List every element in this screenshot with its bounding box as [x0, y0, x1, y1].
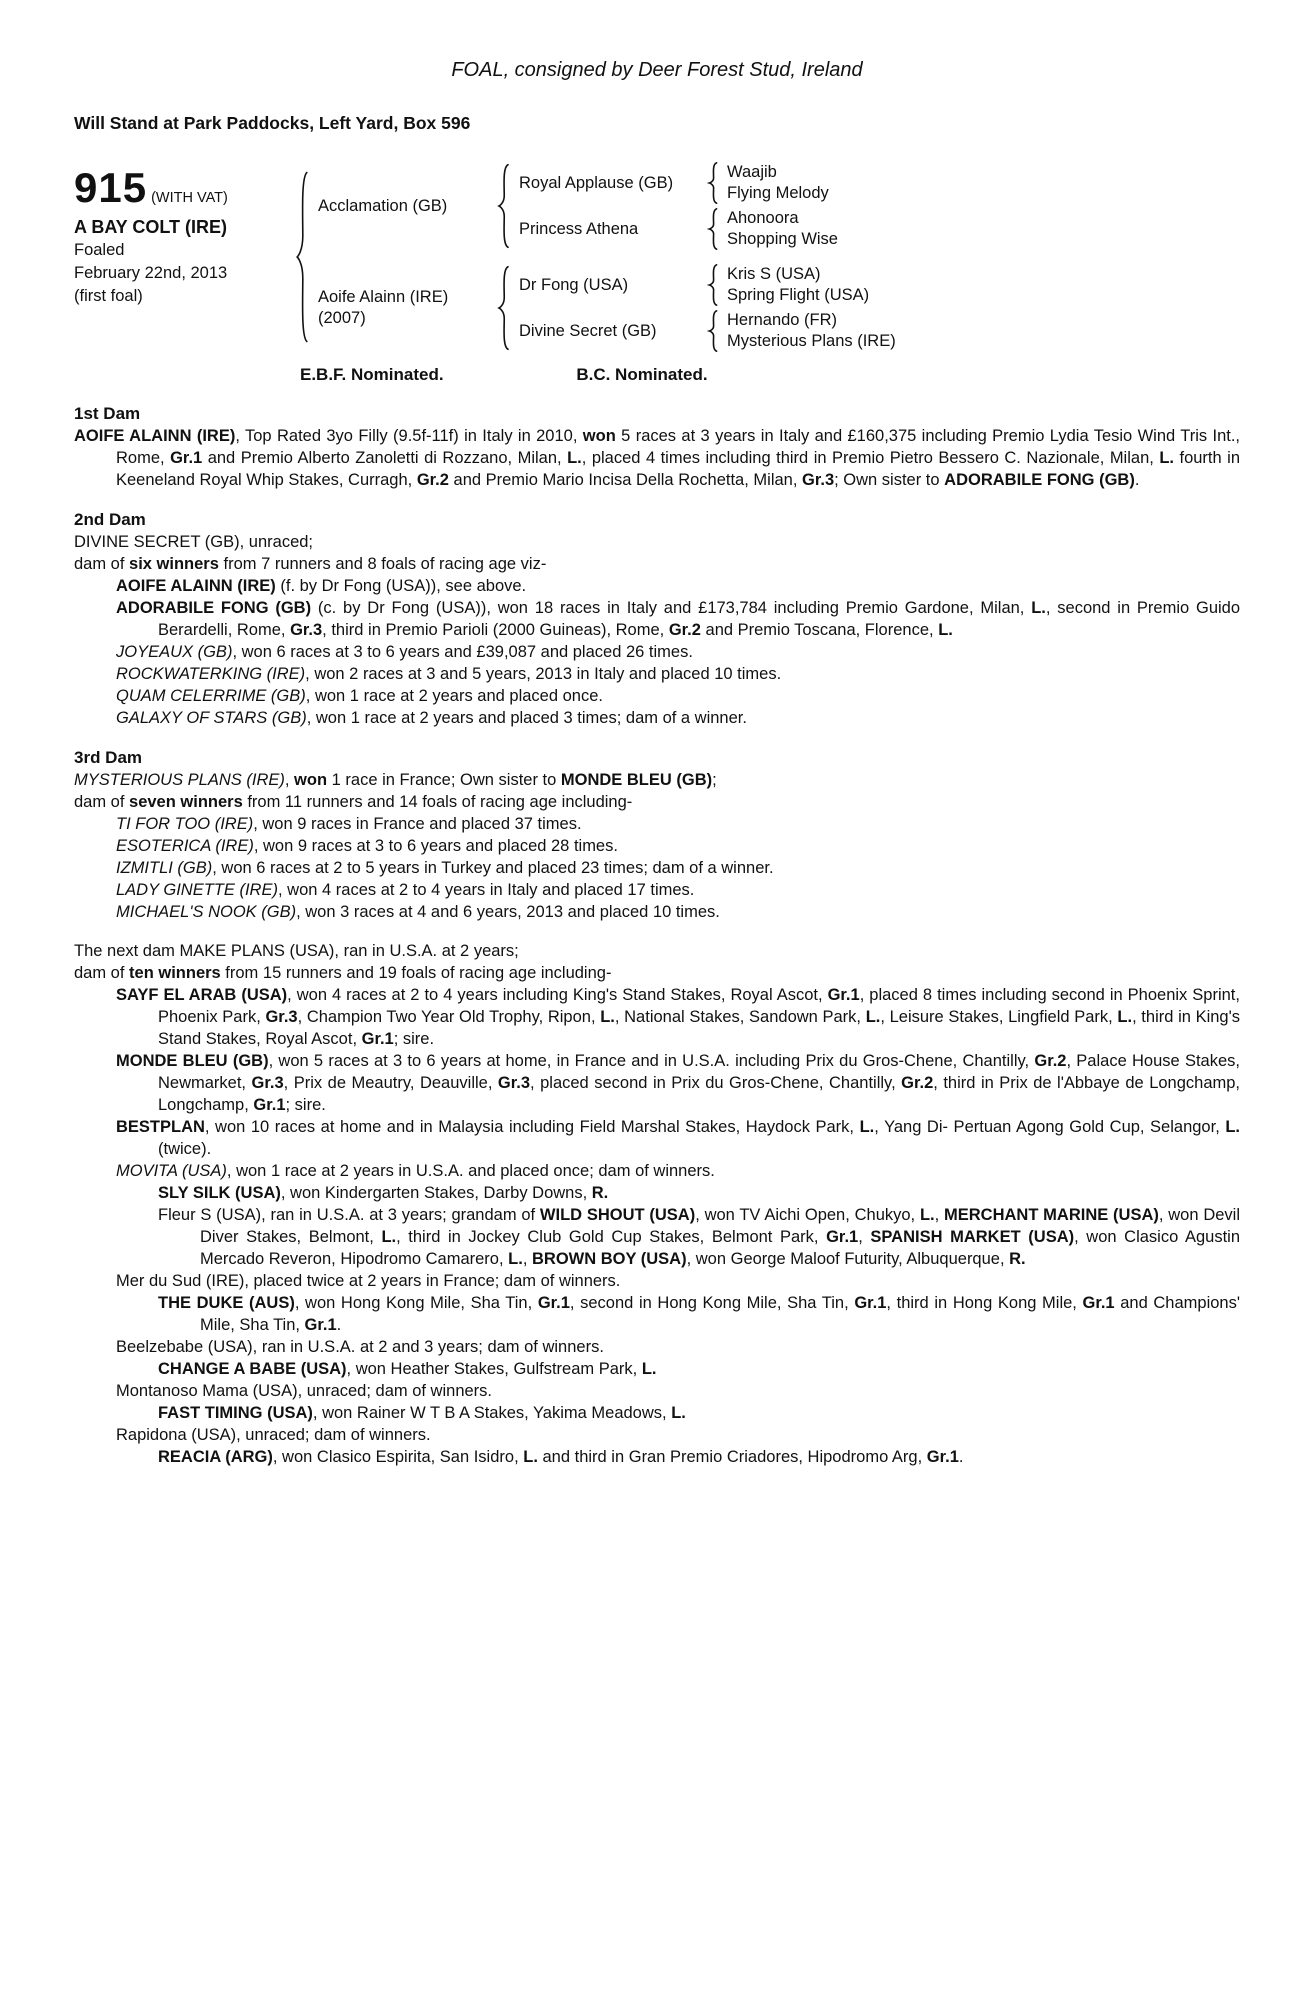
great-grandparents	[727, 162, 829, 204]
pedigree-tree	[292, 162, 896, 352]
pedigree-paragraph: MICHAEL'S NOOK (GB), won 3 races at 4 and 6 years, 2013 and placed 10 times.	[116, 903, 720, 921]
pedigree-paragraph: IZMITLI (GB), won 6 races at 2 to 5 years in Turkey and placed 23 times; dam of a winner.	[116, 859, 774, 877]
granddam-unit	[519, 310, 896, 352]
pedigree-paragraph: SAYF EL ARAB (USA), won 4 races at 2 to 4 years including King's Stand Stakes, Royal Ascot, Gr.1, placed 8 times including second in Phoenix Sprint, Phoenix Park, Gr.3, Champion Two Year Old Trophy, Ripon, L., National Stakes, Sandown Park, L., Leisure Stakes, Lingfield Park, L., third in King's Stand Stakes, Royal Ascot, Gr.1; sire.	[116, 986, 1245, 1048]
dam-section	[74, 402, 1245, 491]
pedigree-paragraph: MOVITA (USA), won 1 race at 2 years in U.S.A. and placed once; dam of winners.	[116, 1162, 715, 1180]
lot-number-row	[74, 164, 292, 211]
ggp-name: Hernando (FR)	[727, 311, 838, 329]
brace-icon	[496, 163, 511, 249]
great-grandparents	[727, 208, 838, 250]
dam-section-heading: 3rd Dam	[74, 748, 143, 767]
pedigree-paragraph: Montanoso Mama (USA), unraced; dam of winners.	[116, 1382, 492, 1400]
stand-location-line: Will Stand at Park Paddocks, Left Yard, Box 596	[74, 113, 471, 133]
nomination-line	[74, 364, 1240, 386]
pedigree-paragraph: dam of seven winners from 11 runners and 14 foals of racing age including-	[74, 793, 633, 811]
dam-section	[74, 746, 1240, 923]
ggp-name: Mysterious Plans (IRE)	[727, 332, 896, 350]
dam-name	[318, 287, 494, 329]
grandsire-unit	[519, 264, 896, 306]
pedigree-paragraph: AOIFE ALAINN (IRE) (f. by Dr Fong (USA)), see above.	[116, 577, 527, 595]
pedigree-paragraph: MONDE BLEU (GB), won 5 races at 3 to 6 years at home, in France and in U.S.A. including Prix du Gros-Chene, Chantilly, Gr.2, Palace House Stakes, Newmarket, Gr.3, Prix de Meautry, Deauville, Gr.3, placed second in Prix du Gros-Chene, Chantilly, Gr.2, third in Prix de l'Abbaye de Longchamp, Longchamp, Gr.1; sire.	[116, 1052, 1245, 1114]
pedigree-paragraph: THE DUKE (AUS), won Hong Kong Mile, Sha Tin, Gr.1, second in Hong Kong Mile, Sha Tin, Gr.1, third in Hong Kong Mile, Gr.1 and Champions' Mile, Sha Tin, Gr.1.	[158, 1294, 1245, 1334]
ggp-name: Flying Melody	[727, 184, 829, 202]
dam-unit	[318, 264, 896, 352]
pedigree-paragraph: GALAXY OF STARS (GB), won 1 race at 2 years and placed 3 times; dam of a winner.	[116, 709, 747, 727]
granddam-name: Princess Athena	[519, 219, 639, 238]
sire-unit	[318, 162, 896, 250]
dam-section-heading: 2nd Dam	[74, 510, 146, 529]
foaled-date: February 22nd, 2013	[74, 264, 228, 282]
sire-name: Acclamation (GB)	[318, 196, 448, 215]
pedigree-paragraph: QUAM CELERRIME (GB), won 1 race at 2 years and placed once.	[116, 687, 603, 705]
pedigree-paragraph: SLY SILK (USA), won Kindergarten Stakes, Darby Downs, R.	[158, 1184, 609, 1202]
brace-icon	[707, 310, 719, 352]
parents-column	[318, 162, 896, 352]
dam-section-heading: 1st Dam	[74, 404, 141, 423]
brace-icon	[707, 208, 719, 250]
consignor-line: FOAL, consigned by Deer Forest Stud, Ireland	[451, 59, 863, 81]
ggp-name: Ahonoora	[727, 209, 799, 227]
pedigree-paragraph: ESOTERICA (IRE), won 9 races at 3 to 6 years and placed 28 times.	[116, 837, 618, 855]
brace-icon	[707, 264, 719, 306]
ggp-name: Waajib	[727, 163, 777, 181]
brace-icon	[707, 162, 719, 204]
pedigree-paragraph: Beelzebabe (USA), ran in U.S.A. at 2 and 3 years; dam of winners.	[116, 1338, 604, 1356]
pedigree-paragraph: Rapidona (USA), unraced; dam of winners.	[116, 1426, 431, 1444]
great-grandparents	[727, 310, 896, 352]
grandsire-unit	[519, 162, 838, 204]
brace-icon	[294, 169, 310, 345]
ggp-name: Kris S (USA)	[727, 265, 821, 283]
grandsire-name: Dr Fong (USA)	[519, 275, 629, 294]
great-grandparents	[727, 264, 869, 306]
bc-nominated: B.C. Nominated.	[576, 365, 708, 384]
pedigree-paragraph: LADY GINETTE (IRE), won 4 races at 2 to 4 years in Italy and placed 17 times.	[116, 881, 695, 899]
pedigree-table	[74, 162, 1240, 352]
pedigree-paragraph: JOYEAUX (GB), won 6 races at 3 to 6 years and £39,087 and placed 26 times.	[116, 643, 693, 661]
grandsire-name: Royal Applause (GB)	[519, 173, 674, 192]
dam-section	[74, 940, 1245, 1468]
pedigree-paragraph: Fleur S (USA), ran in U.S.A. at 3 years; grandam of WILD SHOUT (USA), won TV Aichi Open, Chukyo, L., MERCHANT MARINE (USA), won Devil Diver Stakes, Belmont, L., third in Jockey Club Gold Cup Stakes, Belmont Park, Gr.1, SPANISH MARKET (USA), won Clasico Agustin Mercado Reveron, Hipodromo Camarero, L., BROWN BOY (USA), won George Maloof Futurity, Albuquerque, R.	[158, 1206, 1245, 1268]
ggp-name: Shopping Wise	[727, 230, 838, 248]
granddam-unit	[519, 208, 838, 250]
lot-block	[74, 162, 292, 308]
sire-grandparents	[519, 162, 838, 250]
pedigree-paragraph: The next dam MAKE PLANS (USA), ran in U.S.A. at 2 years;	[74, 942, 519, 960]
pedigree-paragraph: CHANGE A BABE (USA), won Heather Stakes, Gulfstream Park, L.	[158, 1360, 657, 1378]
pedigree-paragraph: BESTPLAN, won 10 races at home and in Malaysia including Field Marshal Stakes, Haydock Park, L., Yang Di- Pertuan Agong Gold Cup, Selangor, L. (twice).	[116, 1118, 1245, 1158]
pedigree-paragraph: DIVINE SECRET (GB), unraced;	[74, 533, 314, 551]
pedigree-paragraph: AOIFE ALAINN (IRE), Top Rated 3yo Filly (9.5f-11f) in Italy in 2010, won 5 races at 3 years in Italy and £160,375 including Premio Lydia Tesio Wind Tris Int., Rome, Gr.1 and Premio Alberto Zanoletti di Rozzano, Milan, L., placed 4 times including third in Premio Pietro Bessero C. Nazionale, Milan, L. fourth in Keeneland Royal Whip Stakes, Curragh, Gr.2 and Premio Mario Incisa Della Rochetta, Milan, Gr.3; Own sister to ADORABILE FONG (GB).	[74, 427, 1245, 489]
foaled-label: Foaled	[74, 241, 125, 259]
pedigree-paragraph: MYSTERIOUS PLANS (IRE), won 1 race in France; Own sister to MONDE BLEU (GB);	[74, 771, 717, 789]
brace-icon	[496, 265, 511, 351]
ggp-name: Spring Flight (USA)	[727, 286, 870, 304]
vat-note: (WITH VAT)	[151, 190, 228, 206]
pedigree-paragraph: TI FOR TOO (IRE), won 9 races in France and placed 37 times.	[116, 815, 582, 833]
pedigree-paragraph: REACIA (ARG), won Clasico Espirita, San Isidro, L. and third in Gran Premio Criadores, Hipodromo Arg, Gr.1.	[158, 1448, 964, 1466]
dam-grandparents	[519, 264, 896, 352]
lot-number: 915	[74, 164, 148, 211]
horse-description: A BAY COLT (IRE)	[74, 217, 228, 237]
dam-sections	[74, 402, 1245, 1468]
pedigree-paragraph: ADORABILE FONG (GB) (c. by Dr Fong (USA)), won 18 races in Italy and £173,784 including Premio Gardone, Milan, L., second in Premio Guido Berardelli, Rome, Gr.3, third in Premio Parioli (2000 Guineas), Rome, Gr.2 and Premio Toscana, Florence, L.	[116, 599, 1245, 639]
pedigree-paragraph: dam of six winners from 7 runners and 8 foals of racing age viz-	[74, 555, 547, 573]
first-foal-note: (first foal)	[74, 287, 143, 305]
pedigree-paragraph: ROCKWATERKING (IRE), won 2 races at 3 and 5 years, 2013 in Italy and placed 10 times.	[116, 665, 782, 683]
dam-section	[74, 508, 1245, 729]
pedigree-paragraph: dam of ten winners from 15 runners and 19 foals of racing age including-	[74, 964, 612, 982]
dam-name-line: Aoife Alainn (IRE)	[318, 288, 449, 306]
dam-year: (2007)	[318, 309, 366, 327]
granddam-name: Divine Secret (GB)	[519, 321, 657, 340]
pedigree-paragraph: FAST TIMING (USA), won Rainer W T B A Stakes, Yakima Meadows, L.	[158, 1404, 686, 1422]
pedigree-paragraph: Mer du Sud (IRE), placed twice at 2 years in France; dam of winners.	[116, 1272, 621, 1290]
ebf-nominated: E.B.F. Nominated.	[300, 365, 444, 384]
